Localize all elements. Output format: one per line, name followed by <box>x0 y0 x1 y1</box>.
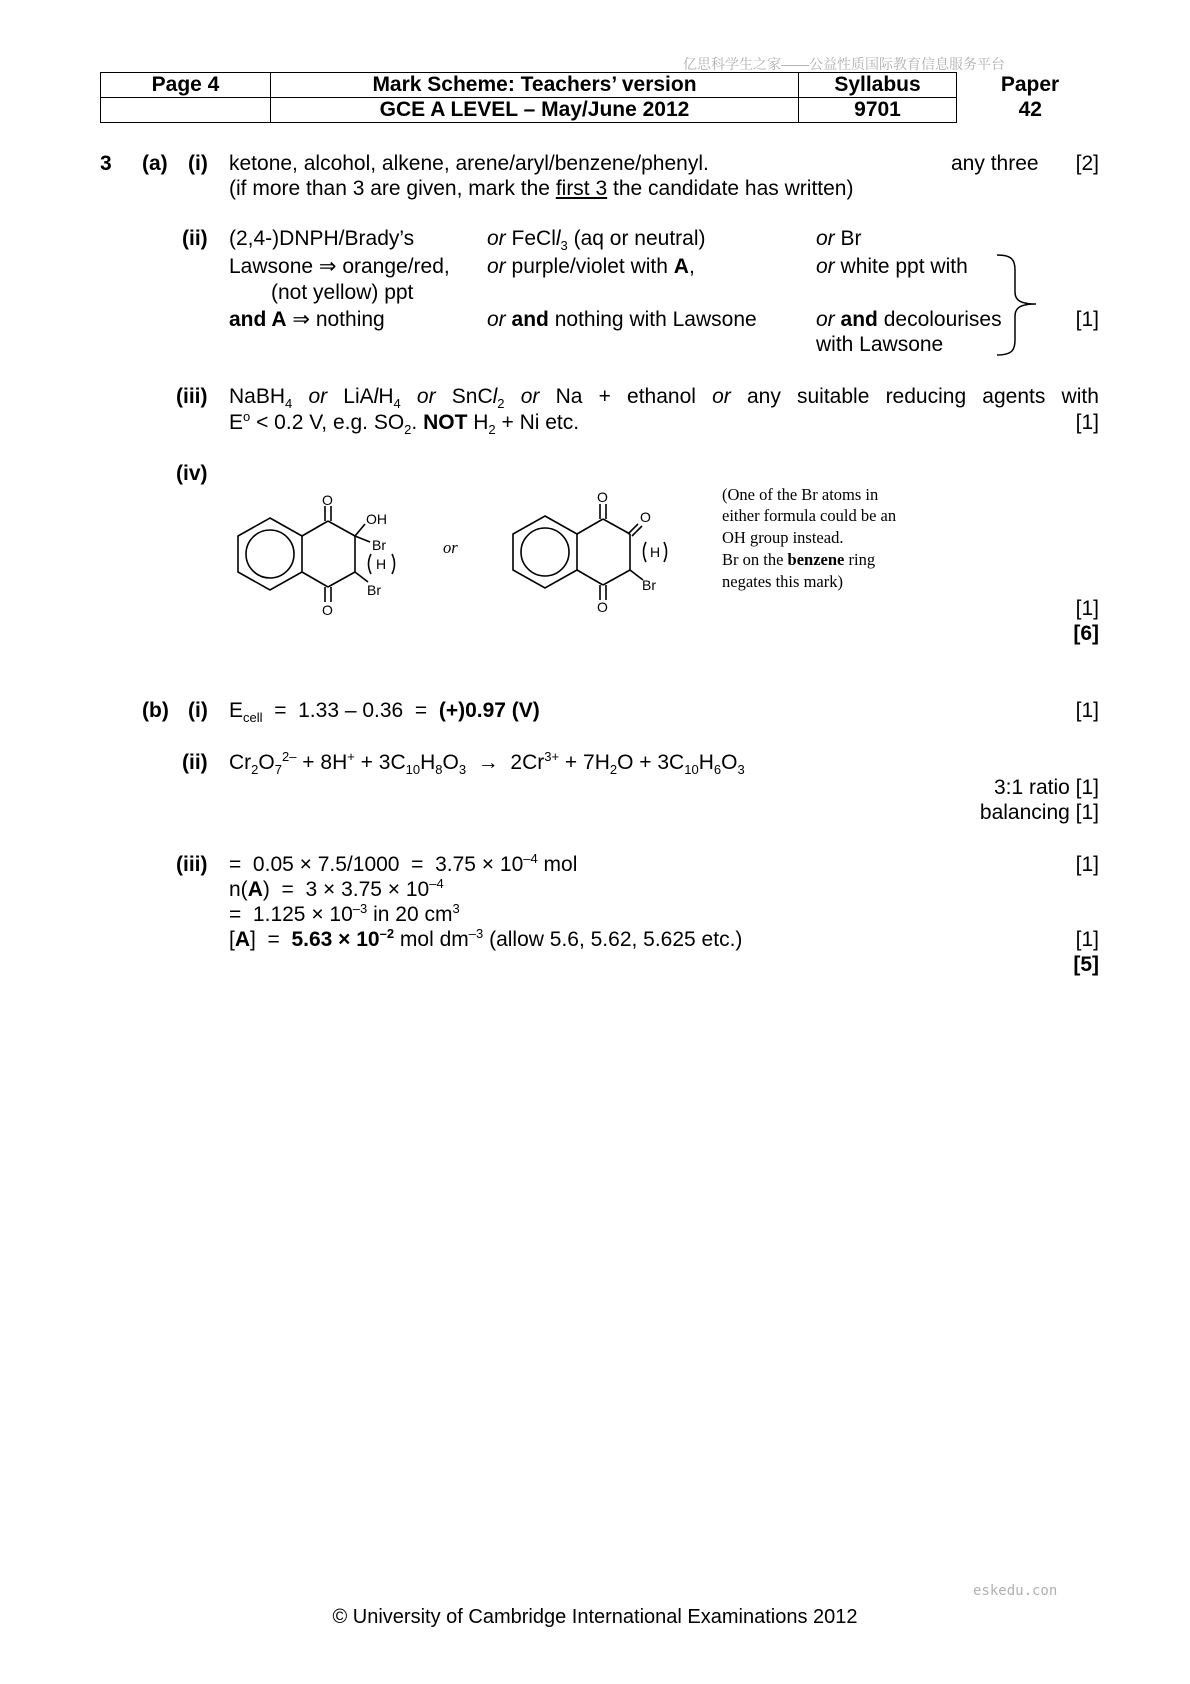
sub-iii-label: (iii) <box>176 385 208 408</box>
a-ii-col3-line2: or white ppt with <box>816 255 968 278</box>
b-i-text: $E_{cell} = 1.33 - 0.36 = (+)0.97$ (V) <box>229 699 540 726</box>
b-ii-ratio-mark: 3:1 ratio [1] <box>993 776 1099 799</box>
iv-note-1: (One of the Br atoms in <box>722 485 879 504</box>
header-exam: GCE A LEVEL – May/June 2012 <box>271 98 799 123</box>
b-sub-ii-label: (ii) <box>182 751 208 774</box>
iv-note-2: either formula could be an <box>722 506 897 525</box>
a-iv-mark: [1] <box>1075 597 1099 620</box>
header-table <box>100 72 1104 123</box>
a-ii-col2-line4: or and nothing with Lawsone <box>487 308 757 331</box>
b-iii-line1: = $0.05 \times 7.5/1000 = 3.75 \times 10^{-4}$ mol <box>229 851 578 876</box>
b-ii-balancing-mark: balancing [1] <box>979 801 1099 824</box>
a-i-mark: [2] <box>1075 152 1099 175</box>
a-iii-line2: $E^o < 0.2$ V, e.g. $SO_2$. NOT $H_2 + Ni$ etc. <box>229 409 580 438</box>
atom-o-right-2: O <box>640 509 651 525</box>
b-i-mark: [1] <box>1075 699 1099 722</box>
b-sub-iii-label: (iii) <box>176 853 208 876</box>
atom-o-bottom-2: O <box>597 599 608 614</box>
curly-brace-icon <box>994 252 1044 358</box>
atom-oh: OH <box>366 511 387 527</box>
header-syllabus: 9701 <box>799 98 957 123</box>
b-ii-equation: $Cr_2O_7^{2-} + 8H^+ + 3C_{10}H_8O_3 \to 2Cr^{3+} + 7H_2O + 3C_{10}H_6O_3$ <box>229 749 745 778</box>
atom-br-2: Br <box>367 582 381 598</box>
a-ii-mark: [1] <box>1075 308 1099 331</box>
a-ii-col1-line1: (2,4-)DNPH/Brady’s <box>229 227 415 250</box>
b-iii-mark-2: [1] <box>1075 928 1099 951</box>
header-title: Mark Scheme: Teachers’ version <box>271 73 799 98</box>
structure-or: or <box>443 538 458 557</box>
a-i-line2: (if more than 3 are given, mark the first 3 the candidate has written) <box>229 177 854 200</box>
atom-o-top-2: O <box>597 489 608 505</box>
a-iii-mark: [1] <box>1075 411 1099 434</box>
part-b-total: [5] <box>1073 953 1099 976</box>
question-number: 3 <box>100 152 112 175</box>
part-a-label: (a) <box>142 152 168 175</box>
atom-h: H <box>376 556 387 572</box>
sub-i-label: (i) <box>188 152 208 175</box>
a-ii-col3-line1: or Br <box>816 227 862 250</box>
a-i-note: any three <box>951 152 1039 175</box>
sub-ii-label: (ii) <box>182 227 208 250</box>
atom-br-1: Br <box>372 537 386 553</box>
part-a-total: [6] <box>1073 622 1099 645</box>
b-iii-line3: = $1.125 \times 10^{-3}$ in 20 $cm^3$ <box>229 901 460 926</box>
sub-iv-label: (iv) <box>176 462 208 485</box>
header-page: Page 4 <box>101 73 271 98</box>
structure-2-diagram <box>500 484 690 614</box>
a-ii-col1-line3: (not yellow) ppt <box>271 281 414 304</box>
a-ii-col1-line4: and A ⇒ nothing <box>229 308 385 331</box>
a-ii-col2-line2: or purple/violet with A, <box>487 255 695 278</box>
part-b-label: (b) <box>142 699 169 722</box>
atom-br-3: Br <box>642 577 656 593</box>
a-ii-col2-line1: or FeCll$_3$ (aq or neutral) <box>487 227 706 254</box>
atom-h-2: H <box>650 544 661 560</box>
iv-note-4: Br on the benzene ring <box>722 550 876 569</box>
header-syllabus-label: Syllabus <box>799 73 957 98</box>
b-sub-i-label: (i) <box>188 699 208 722</box>
iv-note-5: negates this mark) <box>722 572 843 591</box>
atom-o-top: O <box>322 492 333 508</box>
header-paper: 42 <box>1018 98 1042 121</box>
iv-note-3: OH group instead. <box>722 528 844 547</box>
header-empty-cell <box>101 98 271 123</box>
b-iii-line4: $[A] = 5.63 \times 10^{-2}$ mol $dm^{-3}$ (allow 5.6, 5.62, 5.625 etc.) <box>229 926 743 951</box>
b-iii-mark-1: [1] <box>1075 853 1099 876</box>
a-i-line1: ketone, alcohol, alkene, arene/aryl/benzene/phenyl. <box>229 152 709 175</box>
a-iii-line1: NaBH$_4$ or LiAlH$_4$ or SnCl$_2$ or Na + ethanol or any suitable reducing agents with <box>229 385 1099 412</box>
a-ii-col3-line4: or and decolourises <box>816 308 1002 331</box>
header-paper-label: Paper <box>1000 73 1060 96</box>
footer-copyright: © University of Cambridge International Examinations 2012 <box>332 1606 858 1628</box>
watermark-bottom: eskedu.con <box>973 1583 1058 1599</box>
a-ii-col1-line2: Lawsone ⇒ orange/red, <box>229 255 450 278</box>
atom-o-bottom: O <box>322 602 333 618</box>
a-ii-col3-line5: with Lawsone <box>816 333 944 356</box>
watermark-text: 亿思科学生之家——公益性质国际教育信息服务平台 <box>683 56 1005 72</box>
structure-1-diagram <box>225 488 425 618</box>
b-iii-line2: $n(A) = 3 \times 3.75 \times 10^{-4}$ <box>229 876 444 901</box>
